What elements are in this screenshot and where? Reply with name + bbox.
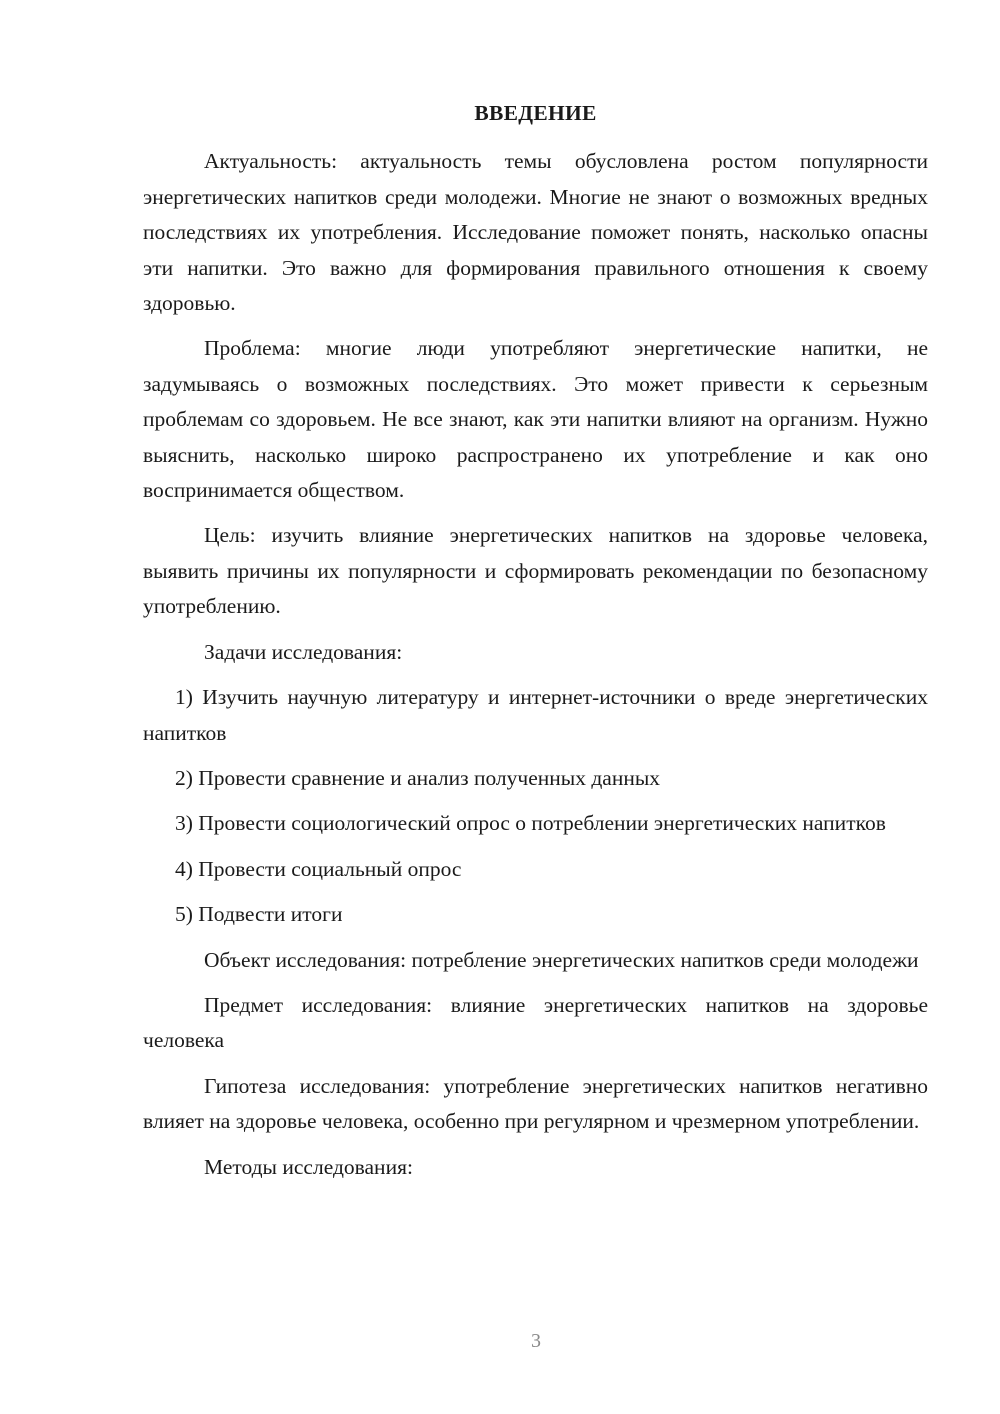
problem-paragraph: Проблема: многие люди употребляют энергетические напитки, не задумываясь о возможных последствиях. Это может привести к серьезным проблемам со здоровьем. Не все знают, как эти напитки влияют на организм. Нужно выяснить, насколько широко распространено их употребление и как оно воспринимается обществом. xyxy=(143,336,928,503)
tasks-heading: Задачи исследования: xyxy=(204,639,403,664)
subject-paragraph: Предмет исследования: влияние энергетических напитков на здоровье человека xyxy=(143,992,928,1053)
relevance-paragraph: Актуальность: актуальность темы обусловлена ростом популярности энергетических напитков среди молодежи. Многие не знают о возможных вредных последствиях их употребления. Исследование поможет понять, насколько опасны эти напитки. Это важно для формирования правильного отношения к своему здоровью. xyxy=(143,149,928,316)
task-item-1: 1) Изучить научную литературу и интернет-источники о вреде энергетических напитков xyxy=(143,685,928,745)
methods-heading: Методы исследования: xyxy=(204,1154,413,1179)
object-paragraph: Объект исследования: потребление энергетических напитков среди молодежи xyxy=(204,947,919,972)
page-content xyxy=(143,96,928,1195)
section-title: ВВЕДЕНИЕ xyxy=(474,101,597,125)
task-item-4: 4) Провести социальный опрос xyxy=(175,856,462,881)
task-item-3: 3) Провести социологический опрос о потреблении энергетических напитков xyxy=(175,811,886,836)
page-number: 3 xyxy=(531,1330,541,1352)
goal-paragraph: Цель: изучить влияние энергетических напитков на здоровье человека, выявить причины их популярности и сформировать рекомендации по безопасному употреблению. xyxy=(143,523,928,619)
task-item-5: 5) Подвести итоги xyxy=(175,902,343,927)
task-item-2: 2) Провести сравнение и анализ полученных данных xyxy=(175,765,661,790)
hypothesis-paragraph: Гипотеза исследования: употребление энергетических напитков негативно влияет на здоровье человека, особенно при регулярном и чрезмерном употреблении. xyxy=(143,1073,928,1134)
